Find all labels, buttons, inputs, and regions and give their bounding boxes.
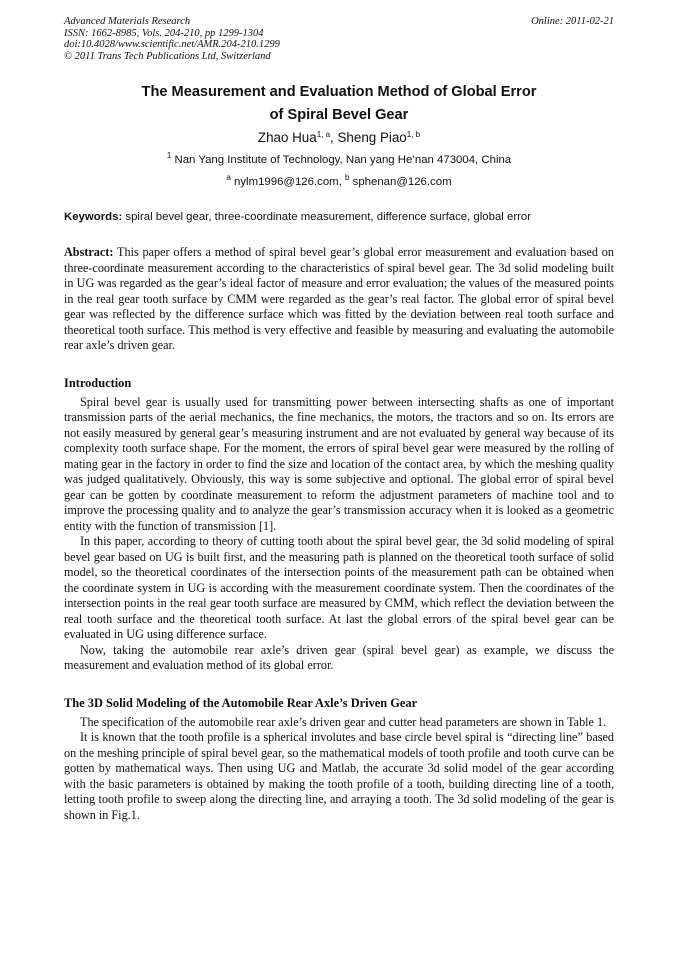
- author-1-marker: 1, a: [316, 130, 331, 140]
- email-a-marker: a: [226, 173, 231, 183]
- introduction-paragraph-1: Spiral bevel gear is usually used for transmitting power between intersecting shafts as one of important transmission parts of the aerial mechanics, the fine mechanics, the motors, the tractors and so on. Its errors are not easily measured by general gear’s measuring instrument and are not evaluated by general way because of its complexity tooth surface shape. For the moment, the errors of spiral bevel gear were measured by the rolling of mating gear in the factory in order to find the size and location of the contact area, by which the meshing quality was judged qualitatively. Obviously, this way is some subjective and optional. The global error of spiral bevel gear can be gotten by coordinate measurement to reform the adjustment parameters of machine tool and to improve the processing quality and to analyze the gear’s transmission accuracy when it is looked as a geometric entity with the function of transmission [1].: [64, 394, 614, 533]
- journal-name: Advanced Materials Research: [64, 16, 191, 27]
- introduction-heading: Introduction: [64, 375, 132, 390]
- abstract: [64, 245, 614, 354]
- affiliation-text: Nan Yang Institute of Technology, Nan yang He’nan 473004, China: [171, 154, 512, 167]
- title-line-1: The Measurement and Evaluation Method of Global Error: [141, 84, 537, 101]
- author-2-marker: 1, b: [406, 130, 421, 140]
- keywords-text: spiral bevel gear, three-coordinate measurement, difference surface, global error: [122, 211, 532, 224]
- section-2-heading: The 3D Solid Modeling of the Automobile Rear Axle’s Driven Gear: [64, 695, 418, 710]
- author-1: Zhao Hua: [257, 130, 317, 146]
- email-a: nylm1996@126.com,: [230, 176, 345, 189]
- paper-title: [64, 81, 614, 127]
- section-2-paragraph-1: The specification of the automobile rear axle’s driven gear and cutter head parameters are shown in Table 1.: [80, 714, 607, 729]
- author-separator: ,: [330, 130, 338, 146]
- journal-header: [64, 16, 614, 62]
- introduction-paragraph-3: Now, taking the automobile rear axle’s driven gear (spiral bevel gear) as example, we discuss the measurement and evaluation method of its global error.: [64, 642, 614, 673]
- abstract-label: Abstract:: [64, 245, 114, 260]
- author-2: Sheng Piao: [337, 130, 407, 146]
- email-b: sphenan@126.com: [349, 176, 452, 189]
- issn-line: ISSN: 1662-8985, Vols. 204-210, pp 1299-1304: [64, 27, 264, 39]
- affiliation: [64, 153, 614, 168]
- introduction-paragraph-2: In this paper, according to theory of cutting tooth about the spiral bevel gear, the 3d solid modeling of spiral bevel gear based on UG is built first, and the measuring path is planned on the theoretical tooth surface of solid model, so the theoretical coordinates of the intersection points of the measurement path can be obtained when the coordinate system in UG is according with the measurement coordinate system. Then the coordinates of the intersection points in the real gear tooth surface are measured by CMM, which reflect the deviation between the real tooth surface and the theoretical tooth surface. At last the global errors of the spiral bevel gear can be evaluated in UG using difference surface.: [64, 534, 614, 642]
- affiliation-marker: 1: [166, 151, 172, 161]
- copyright-line: © 2011 Trans Tech Publications Ltd, Switzerland: [64, 50, 271, 62]
- keywords-label: Keywords:: [64, 211, 123, 224]
- keywords: [64, 210, 614, 224]
- email-line: [64, 175, 614, 190]
- email-b-marker: b: [345, 173, 350, 183]
- title-line-2: of Spiral Bevel Gear: [269, 107, 409, 124]
- section-2-paragraph-2: It is known that the tooth profile is a spherical involutes and base circle bevel spiral is “directing line” based on the meshing principle of spiral bevel gear, so the mathematical models of tooth profile and tooth curve can be gotten by mathematical ways. Then using UG and Matlab, the accurate 3d solid model of the gear according with the basic parameters is obtained by making the tooth profile of a tooth, building directing line of a tooth, letting tooth profile to sweep along the directing line, and arraying a tooth. The 3d solid modeling of the gear is shown in Fig.1.: [64, 730, 614, 822]
- author-list: [64, 128, 614, 147]
- abstract-text: This paper offers a method of spiral bevel gear’s global error measurement and evaluation based on three-coordinate measurement according to the characteristics of spiral bevel gear. The 3d solid modeling built in UG was regarded as the gear’s ideal factor of measure and error evaluation; the values of the measured points in the real gear tooth surface by CMM were regarded as the gear’s real factor. The global error of spiral bevel gear was reflected by the difference surface which was fitted by the deviation between real tooth surface and theoretical tooth surface. This method is very effective and feasible by measuring and evaluating the automobile rear axle’s driven gear.: [64, 245, 614, 353]
- online-date: Online: 2011-02-21: [531, 16, 614, 27]
- doi-line: doi:10.4028/www.scientific.net/AMR.204-210.1299: [64, 39, 280, 51]
